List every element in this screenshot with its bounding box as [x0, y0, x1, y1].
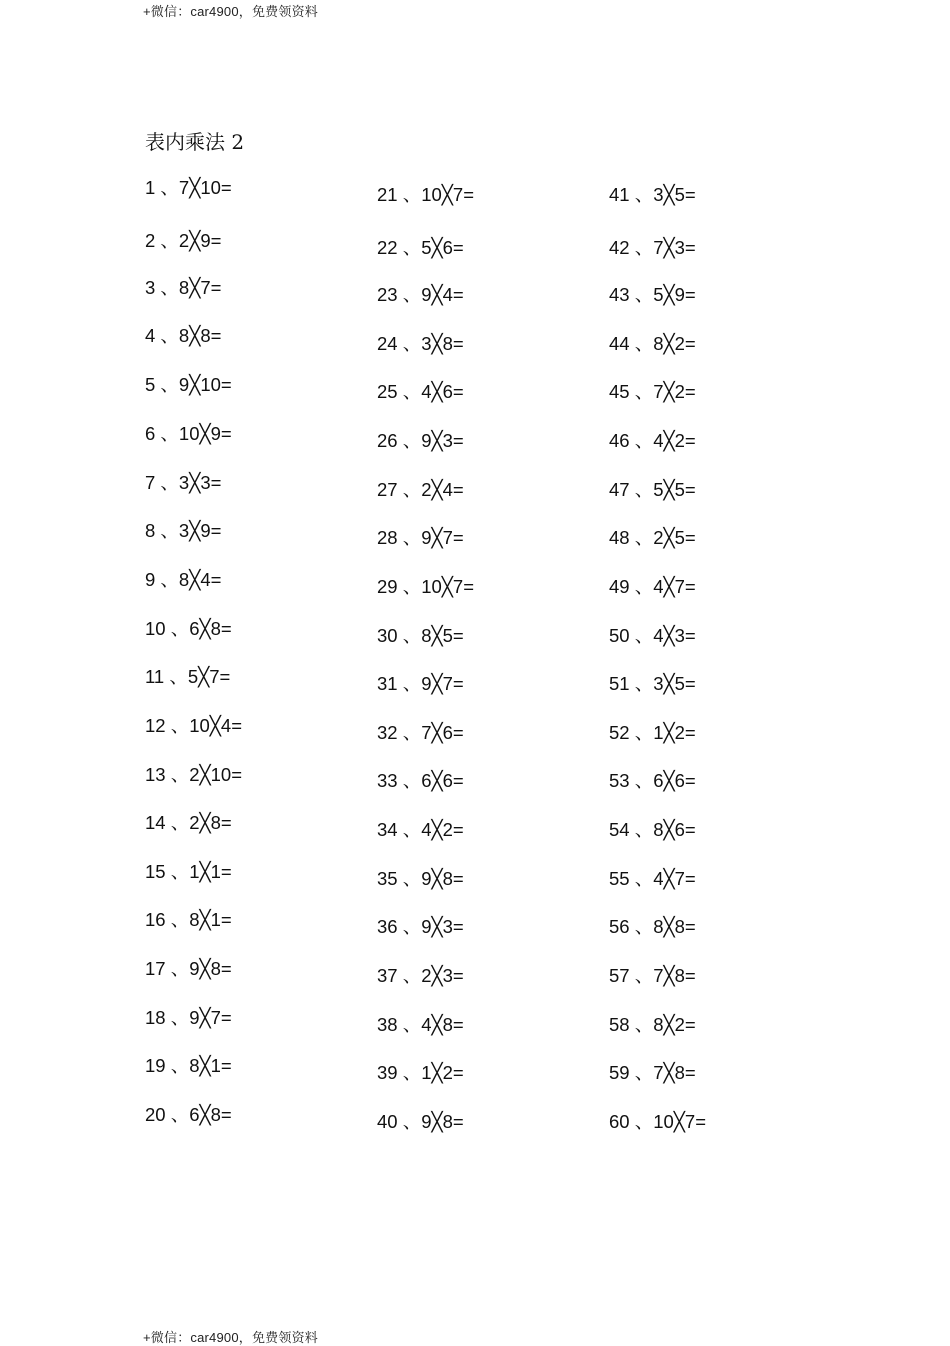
problem-item: 47 、5╳5=: [609, 479, 696, 500]
problem-item: 54 、8╳6=: [609, 819, 696, 840]
worksheet-title: 表内乘法 2: [145, 130, 245, 154]
problem-item: 53 、6╳6=: [609, 770, 696, 791]
problem-item: 51 、3╳5=: [609, 673, 696, 694]
problem-item: 57 、7╳8=: [609, 965, 696, 986]
problem-item: 40 、9╳8=: [377, 1111, 464, 1132]
problem-item: 25 、4╳6=: [377, 381, 464, 402]
watermark-top: +微信：car4900，免费领资料: [143, 4, 318, 19]
problem-item: 23 、9╳4=: [377, 284, 464, 305]
problem-item: 17 、9╳8=: [145, 958, 232, 979]
watermark-bottom: +微信：car4900，免费领资料: [143, 1330, 318, 1345]
problem-item: 29 、10╳7=: [377, 576, 475, 597]
problem-item: 6 、10╳9=: [145, 423, 232, 444]
problem-item: 15 、1╳1=: [145, 861, 232, 882]
problem-item: 39 、1╳2=: [377, 1062, 464, 1083]
problem-item: 2 、2╳9=: [145, 230, 222, 251]
problem-item: 20 、6╳8=: [145, 1104, 232, 1125]
problem-item: 34 、4╳2=: [377, 819, 464, 840]
problem-item: 41 、3╳5=: [609, 184, 696, 205]
problem-item: 55 、4╳7=: [609, 868, 696, 889]
problem-item: 32 、7╳6=: [377, 722, 464, 743]
problem-item: 35 、9╳8=: [377, 868, 464, 889]
problem-item: 27 、2╳4=: [377, 479, 464, 500]
problem-item: 59 、7╳8=: [609, 1062, 696, 1083]
problem-item: 46 、4╳2=: [609, 430, 696, 451]
problem-item: 13 、2╳10=: [145, 764, 243, 785]
problem-item: 45 、7╳2=: [609, 381, 696, 402]
problem-item: 28 、9╳7=: [377, 527, 464, 548]
problem-item: 44 、8╳2=: [609, 333, 696, 354]
problem-item: 43 、5╳9=: [609, 284, 696, 305]
problem-item: 1 、7╳10=: [145, 177, 232, 198]
problem-item: 30 、8╳5=: [377, 625, 464, 646]
problem-item: 33 、6╳6=: [377, 770, 464, 791]
problem-item: 11 、5╳7=: [145, 666, 231, 687]
problem-item: 37 、2╳3=: [377, 965, 464, 986]
problem-item: 14 、2╳8=: [145, 812, 232, 833]
problem-item: 18 、9╳7=: [145, 1007, 232, 1028]
problem-item: 9 、8╳4=: [145, 569, 222, 590]
problem-item: 50 、4╳3=: [609, 625, 696, 646]
problem-item: 16 、8╳1=: [145, 909, 232, 930]
problem-item: 5 、9╳10=: [145, 374, 232, 395]
problem-item: 10 、6╳8=: [145, 618, 232, 639]
problem-item: 38 、4╳8=: [377, 1014, 464, 1035]
problem-item: 56 、8╳8=: [609, 916, 696, 937]
problem-item: 24 、3╳8=: [377, 333, 464, 354]
problem-item: 52 、1╳2=: [609, 722, 696, 743]
problem-item: 4 、8╳8=: [145, 325, 222, 346]
problem-item: 8 、3╳9=: [145, 520, 222, 541]
problem-item: 42 、7╳3=: [609, 237, 696, 258]
problem-item: 19 、8╳1=: [145, 1055, 232, 1076]
problem-item: 21 、10╳7=: [377, 184, 475, 205]
problem-item: 3 、8╳7=: [145, 277, 222, 298]
problem-item: 49 、4╳7=: [609, 576, 696, 597]
problem-item: 26 、9╳3=: [377, 430, 464, 451]
problem-item: 58 、8╳2=: [609, 1014, 696, 1035]
problem-item: 48 、2╳5=: [609, 527, 696, 548]
problem-item: 60 、10╳7=: [609, 1111, 707, 1132]
problem-item: 12 、10╳4=: [145, 715, 243, 736]
problem-item: 7 、3╳3=: [145, 472, 222, 493]
problem-item: 31 、9╳7=: [377, 673, 464, 694]
problem-item: 22 、5╳6=: [377, 237, 464, 258]
problem-item: 36 、9╳3=: [377, 916, 464, 937]
